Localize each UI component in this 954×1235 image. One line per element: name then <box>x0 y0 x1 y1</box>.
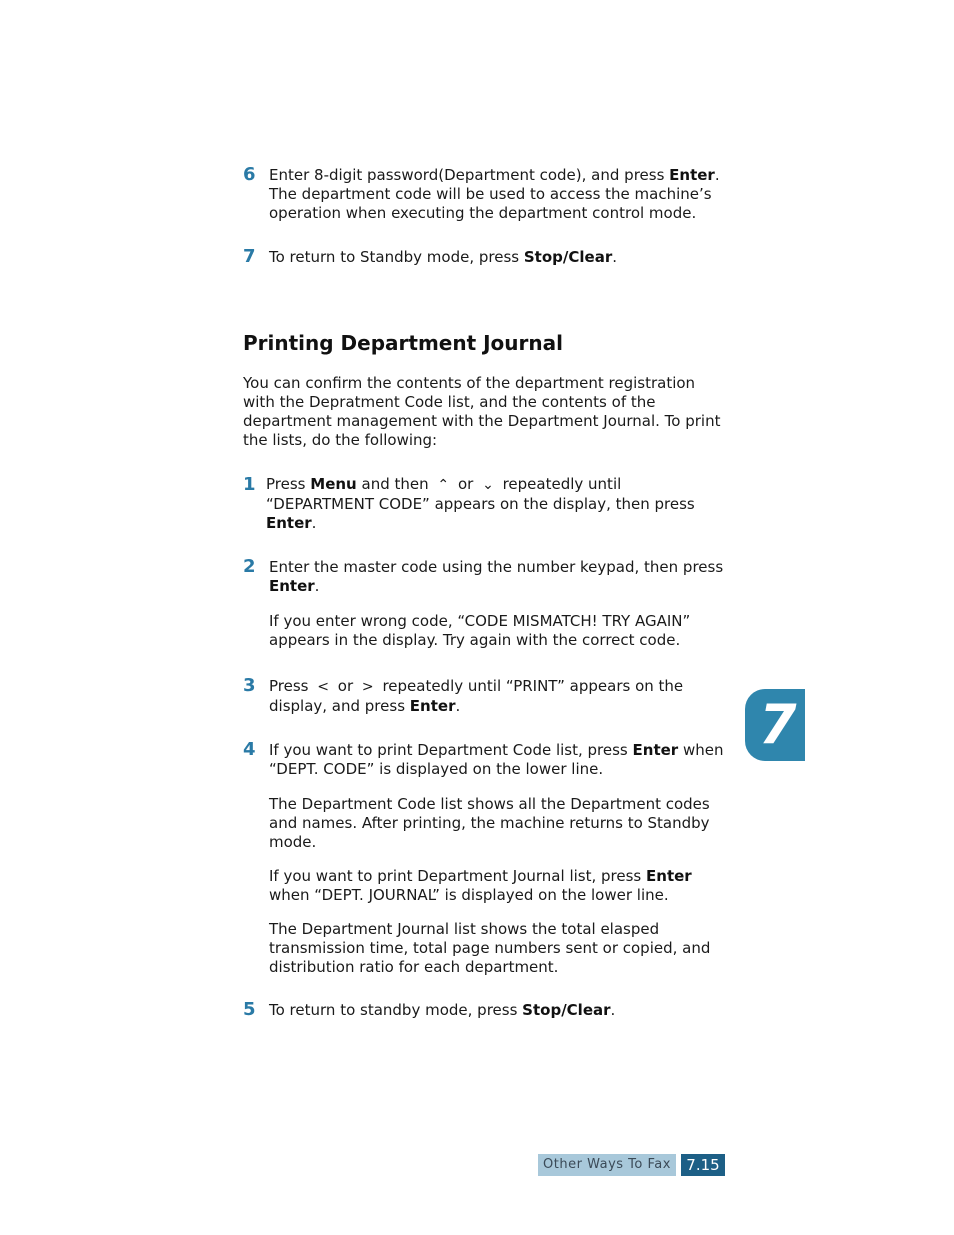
step-text <box>269 166 729 223</box>
chevron-left-icon: < <box>317 679 329 695</box>
step-text-part: . <box>612 248 617 266</box>
step-text-part: or <box>337 677 354 695</box>
step-key-name: Stop/Clear <box>523 248 613 266</box>
step-number: 2 <box>243 556 256 577</box>
step-text <box>269 677 729 716</box>
step-text-part: and then <box>361 475 429 493</box>
step-text-part: Press <box>266 475 306 493</box>
step-text-part: when “DEPT. CODE” is displayed on the lower line. <box>269 741 724 778</box>
chevron-up-icon: ⌃ <box>437 477 450 493</box>
step-text-part: Press <box>269 677 309 695</box>
step-note: The Department Journal list shows the total elasped transmission time, total page numbers sent or copied, and distribution ratio for each department. <box>269 920 711 976</box>
step-text-part: . <box>610 1001 616 1019</box>
chapter-tab <box>745 689 805 761</box>
step-text-part: repeatedly until “PRINT” appears on the display, and press <box>269 677 684 715</box>
step-text <box>269 558 729 596</box>
step-text-part: Enter the master code using the number keypad, then press <box>269 558 724 576</box>
step-text-part: If you want to print Department Journal list, press <box>269 867 642 885</box>
step-key-name: Enter <box>632 741 679 759</box>
step-key-name: Stop/Clear <box>522 1001 611 1019</box>
footer-page-number: 7.15 <box>681 1154 725 1176</box>
step-text-part: when “DEPT. JOURNAL” is displayed on the lower line. <box>269 886 669 904</box>
step-text-part: . <box>311 514 317 532</box>
step-text-part: To return to standby mode, press <box>269 1001 523 1019</box>
section-heading: Printing Department Journal <box>243 331 563 355</box>
step-text-part: repeatedly until “DEPARTMENT CODE” appears on the display, then press <box>266 475 695 513</box>
step-text <box>269 248 729 267</box>
step-text-part: To return to Standby mode, press <box>269 248 524 266</box>
step-text <box>266 475 726 533</box>
step-number: 7 <box>243 246 256 267</box>
step-key-name: Enter <box>269 577 315 595</box>
step-note: If you enter wrong code, “CODE MISMATCH! TRY AGAIN” appears in the display. Try again with the correct code. <box>269 612 691 649</box>
step-number: 6 <box>243 164 256 185</box>
step-number: 5 <box>243 999 256 1020</box>
step-text <box>269 1001 729 1020</box>
step-number: 1 <box>243 474 256 495</box>
section-intro: You can confirm the contents of the department registration with the Depratment Code list, and the contents of the department management with the Department Journal. To print the lists, do the following: <box>243 374 721 449</box>
step-text <box>269 867 729 905</box>
step-text-part: . <box>455 697 461 715</box>
chapter-number: 7 <box>759 693 797 756</box>
step-text-part: Enter 8-digit password(Department code), and press <box>269 166 670 184</box>
step-number: 3 <box>243 675 256 696</box>
step-key-name: Enter <box>669 166 715 184</box>
chevron-down-icon: ⌄ <box>482 477 494 493</box>
step-text-part: . The department code will be used to access the machine’s operation when executing the department control mode. <box>269 166 720 222</box>
step-note: The Department Code list shows all the Department codes and names. After printing, the machine returns to Standby mode. <box>269 795 710 851</box>
step-key-name: Menu <box>310 475 357 493</box>
chevron-right-icon: > <box>361 679 374 695</box>
step-text-part: If you want to print Department Code list, press <box>269 741 628 759</box>
step-key-name: Enter <box>266 514 312 532</box>
footer-section-label: Other Ways To Fax <box>538 1154 676 1176</box>
step-key-name: Enter <box>409 697 456 715</box>
step-text <box>269 741 729 779</box>
step-key-name: Enter <box>646 867 692 885</box>
step-text-part: . <box>314 577 320 595</box>
step-text-part: or <box>457 475 474 493</box>
step-number: 4 <box>243 739 256 760</box>
